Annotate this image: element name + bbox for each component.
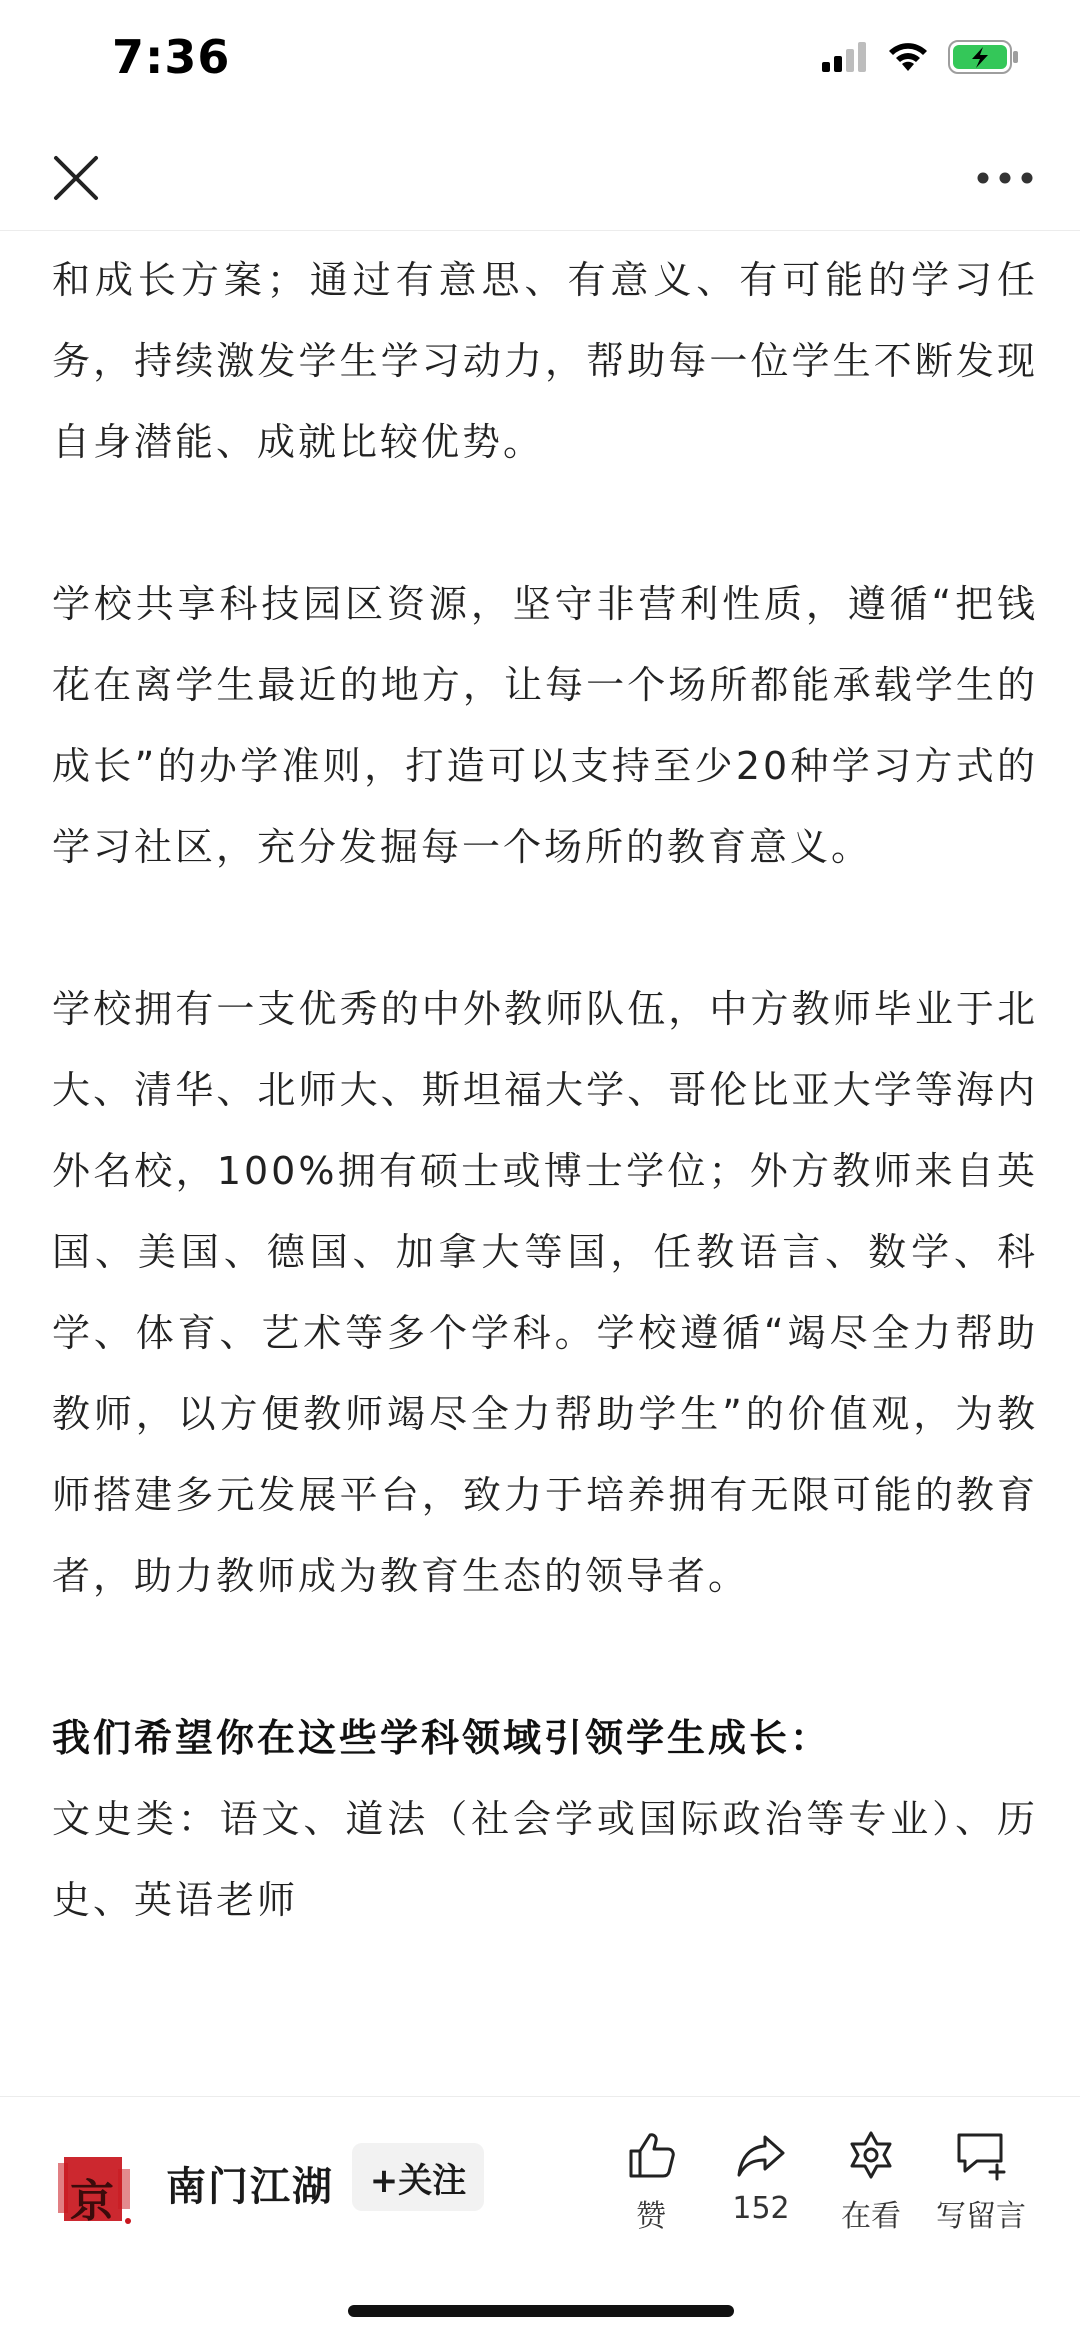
share-button[interactable] [706, 2129, 816, 2249]
status-time: 7:36 [112, 30, 231, 84]
cellular-signal-icon [822, 42, 868, 76]
battery-charging-icon [948, 40, 1020, 78]
article-paragraph: 文史类：语文、道法（社会学或国际政治等专业）、历史、英语老师 [52, 1797, 1038, 1922]
share-count: 152 [732, 2191, 790, 2226]
more-button[interactable] [970, 150, 1040, 206]
close-icon [52, 154, 100, 202]
like-button[interactable] [596, 2129, 706, 2249]
bottom-bar [0, 2096, 1080, 2338]
like-label: 赞 [636, 2199, 666, 2234]
comment-label: 写留言 [936, 2199, 1026, 2234]
wifi-icon [886, 41, 930, 77]
watching-button[interactable] [816, 2129, 926, 2249]
author-avatar[interactable] [54, 2149, 136, 2231]
article-paragraph: 和成长方案；通过有意思、有意义、有可能的学习任务，持续激发学生学习动力，帮助每一位学生不断发现自身潜能、成就比较优势。 [52, 258, 1038, 464]
comment-icon [953, 2129, 1009, 2181]
home-indicator [348, 2305, 734, 2317]
comment-button[interactable] [926, 2129, 1036, 2249]
status-bar [0, 0, 1080, 120]
article-paragraph: 学校拥有一支优秀的中外教师队伍，中方教师毕业于北大、清华、北师大、斯坦福大学、哥伦比亚大学等海内外名校，100%拥有硕士或博士学位；外方教师来自英国、美国、德国、加拿大等国，任教语言、数学、科学、体育、艺术等多个学科。学校遵循“竭尽全力帮助教师，以方便教师竭尽全力帮助学生”的价值观，为教师搭建多元发展平台，致力于培养拥有无限可能的教育者，助力教师成为教育生态的领导者。 [52, 987, 1038, 1598]
article-body [52, 232, 1038, 2092]
article-paragraph: 学校共享科技园区资源，坚守非营利性质，遵循“把钱花在离学生最近的地方，让每一个场所都能承载学生的成长”的办学准则，打造可以支持至少20种学习方式的学习社区，充分发掘每一个场所的教育意义。 [52, 582, 1038, 869]
follow-button[interactable]: +关注 [352, 2143, 484, 2211]
nav-bar [0, 120, 1080, 231]
watching-star-icon [845, 2129, 897, 2181]
share-icon [735, 2129, 787, 2181]
watching-label: 在看 [841, 2199, 901, 2234]
close-button[interactable] [46, 148, 106, 208]
thumbs-up-icon [625, 2129, 677, 2181]
avatar-text: 京 [70, 2176, 114, 2227]
article-subheading: 我们希望你在这些学科领域引领学生成长： [52, 1716, 832, 1760]
status-icons [822, 40, 1020, 78]
more-icon [975, 171, 1035, 185]
author-name[interactable]: 南门江湖 [166, 2164, 334, 2210]
